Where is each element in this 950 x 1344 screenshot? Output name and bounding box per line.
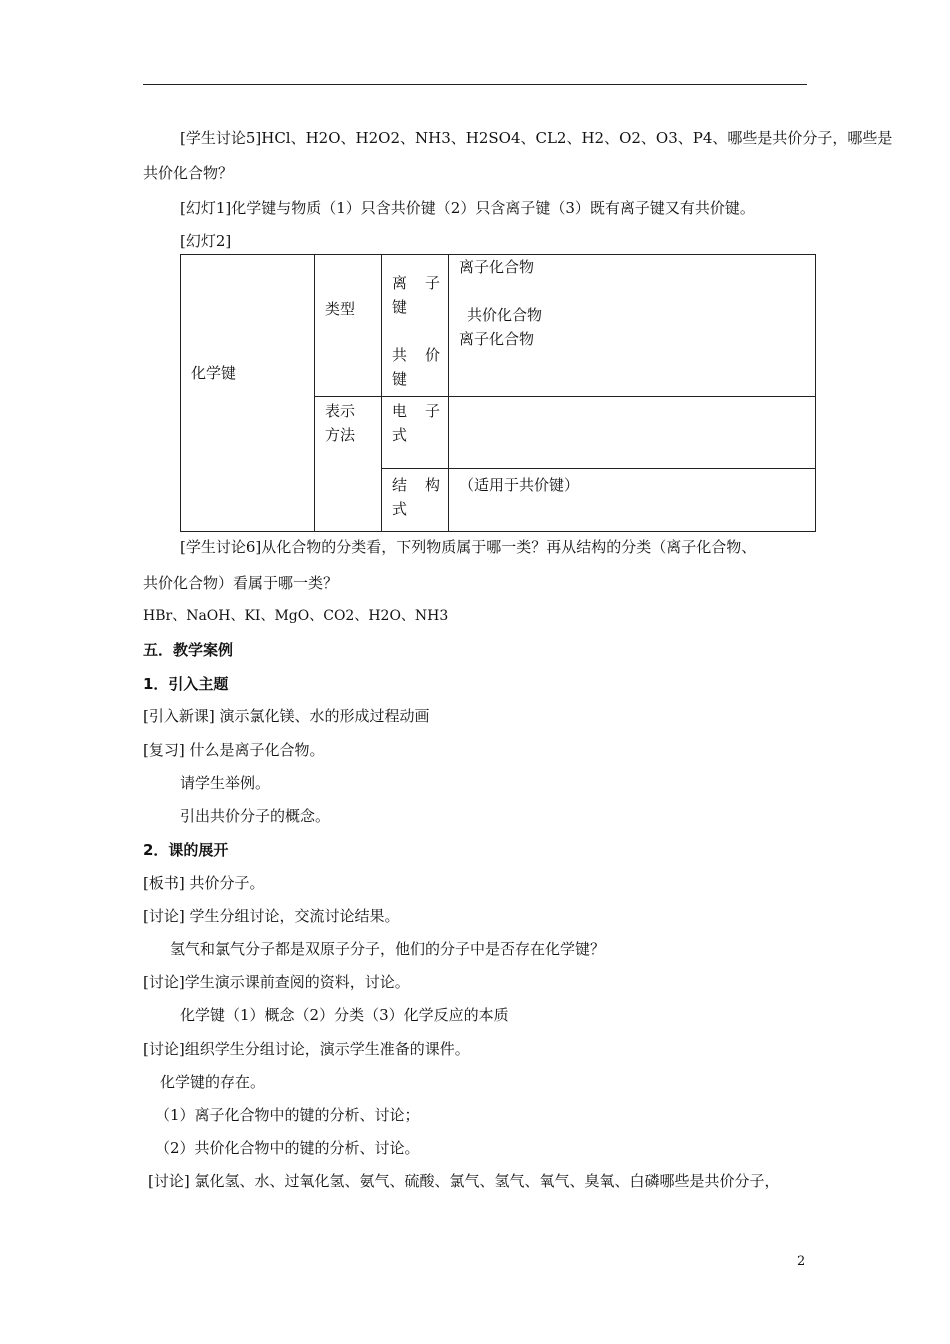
covalent-char-2: 价	[424, 346, 440, 364]
item-1-line: （1）离子化合物中的键的分析、讨论；	[155, 1106, 420, 1124]
ionic-bond-row1	[392, 271, 440, 295]
discussion-line-4: [讨论] 氯化氢、水、过氧化氢、氨气、硫酸、氯气、氢气、氧气、臭氧、白磷哪些是共价分子，	[148, 1172, 780, 1190]
question-line: 氢气和氯气分子都是双原子分子，他们的分子中是否存在化学键？	[170, 940, 606, 958]
electron-formula-row2: 式	[392, 426, 408, 444]
compound-types-cell	[449, 255, 816, 397]
slide-1-text: [幻灯1]化学键与物质（1）只含共价键（2）只含离子键（3）既有离子键又有共价键。	[180, 199, 755, 217]
repr-label-2: 方法	[325, 426, 356, 444]
covalent-bond-row1	[392, 343, 440, 367]
root-cell	[181, 255, 315, 532]
electron-formula-value	[449, 397, 816, 469]
structural-note-cell	[449, 469, 816, 532]
structural-note: （适用于共价键）	[459, 476, 580, 494]
type-label: 类型	[325, 300, 356, 318]
covalent-bond-row2: 键	[392, 370, 408, 388]
bond-kinds-cell	[382, 255, 449, 397]
repr-cell	[315, 397, 382, 532]
structural-char-1: 结	[392, 476, 408, 494]
intro-line: [引入新课] 演示氯化镁、水的形成过程动画	[143, 707, 430, 725]
ionic-bond-row2: 键	[392, 298, 408, 316]
type-cell	[315, 255, 382, 397]
lead-line: 引出共价分子的概念。	[180, 807, 331, 825]
structural-formula-cell	[382, 469, 449, 532]
structural-formula-row2: 式	[392, 500, 408, 518]
discussion-line-2: [讨论]学生演示课前查阅的资料，讨论。	[143, 973, 410, 991]
repr-label-1: 表示	[325, 402, 356, 420]
discussion-line-1: [讨论] 学生分组讨论，交流讨论结果。	[143, 907, 400, 925]
chemical-bond-table	[180, 254, 816, 532]
section-5-heading: 五．教学案例	[143, 641, 234, 659]
discussion-line-3: [讨论]组织学生分组讨论，演示学生准备的课件。	[143, 1040, 470, 1058]
existence-line: 化学键的存在。	[160, 1073, 266, 1091]
discussion-6-line1: [学生讨论6]从化合物的分类看，下列物质属于哪一类？再从结构的分类（离子化合物、	[180, 538, 757, 556]
formula-list: HBr、NaOH、KI、MgO、CO2、H2O、NH3	[143, 608, 449, 624]
subheading-1: 1．引入主题	[143, 675, 229, 693]
electron-formula-row1	[392, 399, 440, 423]
type-value-1: 离子化合物	[459, 258, 535, 276]
ask-line: 请学生举例。	[180, 774, 271, 792]
electron-char-1: 电	[392, 402, 408, 420]
page-number: 2	[797, 1254, 806, 1269]
bond-line: 化学键（1）概念（2）分类（3）化学反应的本质	[180, 1006, 509, 1024]
discussion-5-line2: 共价化合物？	[143, 164, 234, 182]
ionic-char-1: 离	[392, 274, 408, 292]
covalent-char-1: 共	[392, 346, 408, 364]
type-value-2: 共价化合物	[467, 306, 543, 324]
ionic-char-2: 子	[424, 274, 440, 292]
root-label: 化学键	[191, 364, 237, 382]
slide-2-label: [幻灯2]	[180, 232, 232, 250]
discussion-5-line1: [学生讨论5]HCl、H2O、H2O2、NH3、H2SO4、CL2、H2、O2、O3、P4、哪些是共价分子，哪些是	[180, 129, 893, 147]
discussion-6-line2: 共价化合物）看属于哪一类？	[143, 574, 339, 592]
structural-char-2: 构	[424, 476, 440, 494]
electron-char-2: 子	[424, 402, 440, 420]
subheading-2: 2．课的展开	[143, 841, 229, 859]
item-2-line: （2）共价化合物中的键的分析、讨论。	[155, 1139, 420, 1157]
header-rule	[143, 84, 807, 85]
electron-formula-cell	[382, 397, 449, 469]
board-line: [板书] 共价分子。	[143, 874, 265, 892]
review-line: [复习] 什么是离子化合物。	[143, 741, 325, 759]
type-value-3: 离子化合物	[459, 330, 535, 348]
structural-formula-row1	[392, 473, 440, 497]
